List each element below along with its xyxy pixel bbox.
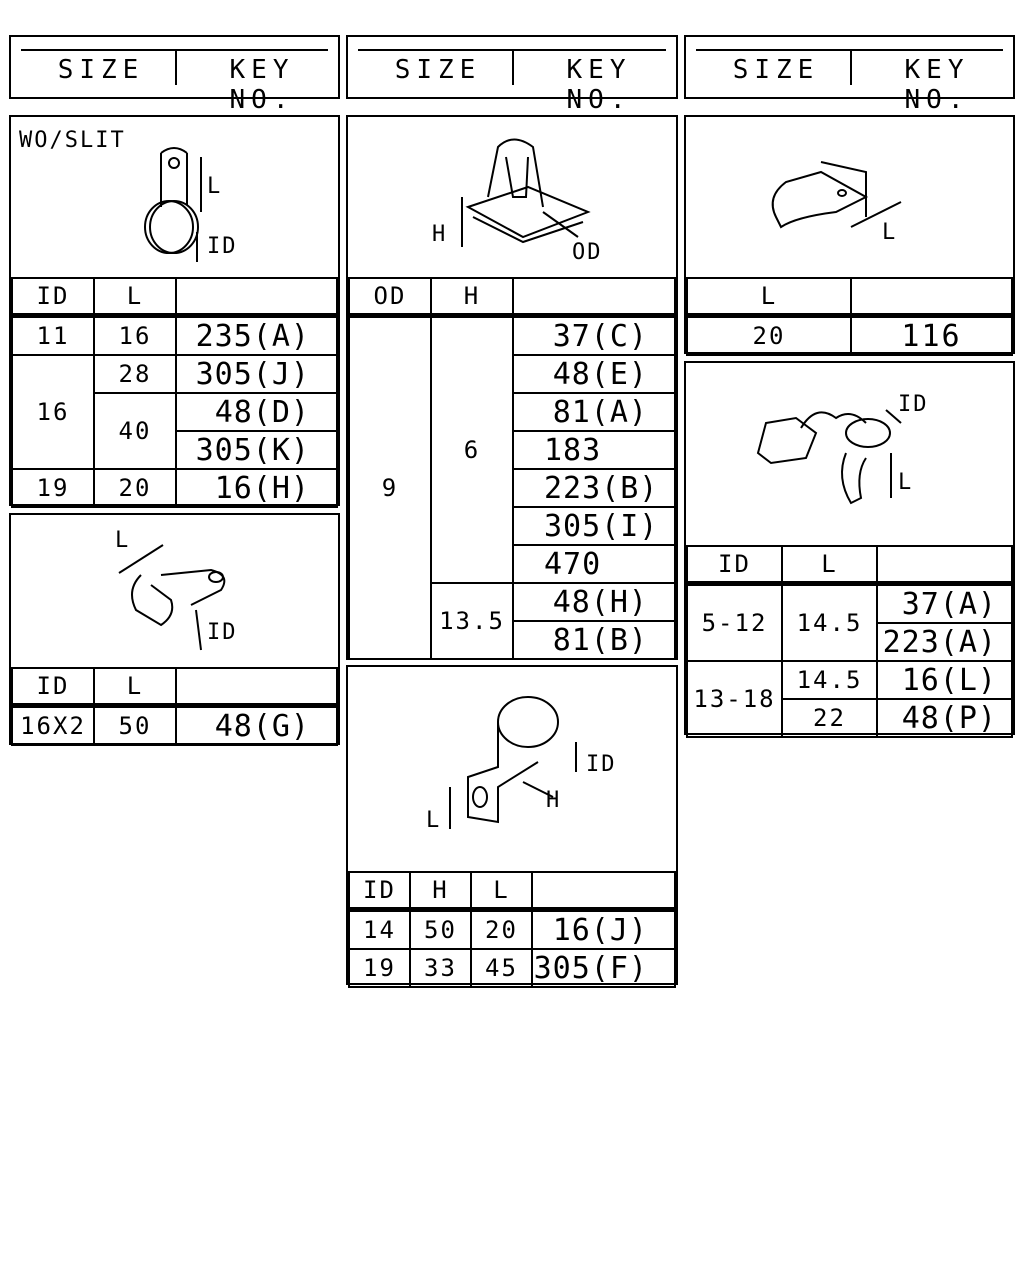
key-no-label: KEY NO. <box>566 55 632 115</box>
table-row: 19 20 16(H) <box>12 469 337 507</box>
push-clip-table: OD H 9 6 37(C) 48(E) 81(A) 183 223(B) 305(I) 470 13.5 48(H) 81(B) <box>348 277 676 660</box>
dim-h: H <box>432 222 448 247</box>
dim-id: ID <box>207 620 238 645</box>
table-row: 20 116 <box>687 316 1012 356</box>
table-row: 5-12 14.5 37(A) <box>687 584 1012 624</box>
table-row: 13-18 14.5 16(L) <box>687 661 1012 699</box>
table-row: 81(B) <box>349 621 675 659</box>
table-row: 19 33 45 305(F) <box>349 949 675 987</box>
table-row: 11 16 235(A) <box>12 316 337 356</box>
table-row: 470 <box>349 545 675 583</box>
dim-l: L <box>898 470 914 495</box>
bracket-illustration-icon <box>686 117 1013 277</box>
wo-slit-title: WO/SLIT <box>19 128 126 153</box>
size-label: SIZE <box>394 55 482 85</box>
dim-id: ID <box>586 752 617 777</box>
table-row: 13.5 48(H) <box>349 583 675 621</box>
dim-l: L <box>115 528 131 553</box>
p-clamp-table: ID H L 14 50 20 16(J) 19 33 45 305(F) <box>348 871 676 988</box>
table-row: 305(I) <box>349 507 675 545</box>
col-id: ID <box>12 278 94 316</box>
panel-p-clamp <box>346 665 678 985</box>
fir-tree-clip-illustration-icon <box>686 363 1013 545</box>
table-row: 48(E) <box>349 355 675 393</box>
dim-id: ID <box>207 234 238 259</box>
dim-h: H <box>546 788 562 813</box>
table-row: 223(A) <box>687 623 1012 661</box>
dim-od: OD <box>572 240 603 265</box>
header-col2 <box>346 35 678 115</box>
size-label: SIZE <box>732 55 820 85</box>
header-col1 <box>9 35 340 115</box>
col-key <box>176 278 337 316</box>
panel-clamp-wo-slit <box>9 115 340 506</box>
clamp-table <box>11 277 338 508</box>
table-row: 16X2 50 48(G) <box>12 706 337 746</box>
table-row: 14 50 20 16(J) <box>349 910 675 950</box>
dim-id: ID <box>898 392 929 417</box>
bracket-table: L 20 116 <box>686 277 1013 356</box>
header-col3 <box>684 35 1015 115</box>
double-clamp-table: ID L 16X2 50 48(G) <box>11 667 338 746</box>
table-row: 40 48(D) <box>12 393 337 431</box>
p-clamp-illustration-icon <box>348 667 676 871</box>
table-row: 183 <box>349 431 675 469</box>
panel-bracket <box>684 115 1015 354</box>
table-row: 81(A) <box>349 393 675 431</box>
panel-double-clamp <box>9 513 340 745</box>
dim-l: L <box>882 220 898 245</box>
push-clip-illustration-icon <box>348 117 676 277</box>
panel-push-clip <box>346 115 678 660</box>
size-label: SIZE <box>57 55 145 85</box>
table-row: 22 48(P) <box>687 699 1012 737</box>
table-row: 223(B) <box>349 469 675 507</box>
key-no-label: KEY NO. <box>904 55 970 115</box>
dim-l: L <box>207 174 223 199</box>
table-row: 305(K) <box>12 431 337 469</box>
clamp-illustration-icon <box>11 117 338 277</box>
fir-tree-clip-table: ID L 5-12 14.5 37(A) 223(A) 13-18 14.5 16(L) 22 48(P) <box>686 545 1013 738</box>
table-row: 16 28 305(J) <box>12 355 337 393</box>
double-clamp-illustration-icon <box>11 515 338 667</box>
clamp-figure <box>11 117 338 277</box>
table-row: 9 6 37(C) <box>349 316 675 356</box>
panel-fir-tree-clip <box>684 361 1015 735</box>
dim-l: L <box>426 808 442 833</box>
key-no-label: KEY NO. <box>229 55 295 115</box>
col-l: L <box>94 278 176 316</box>
